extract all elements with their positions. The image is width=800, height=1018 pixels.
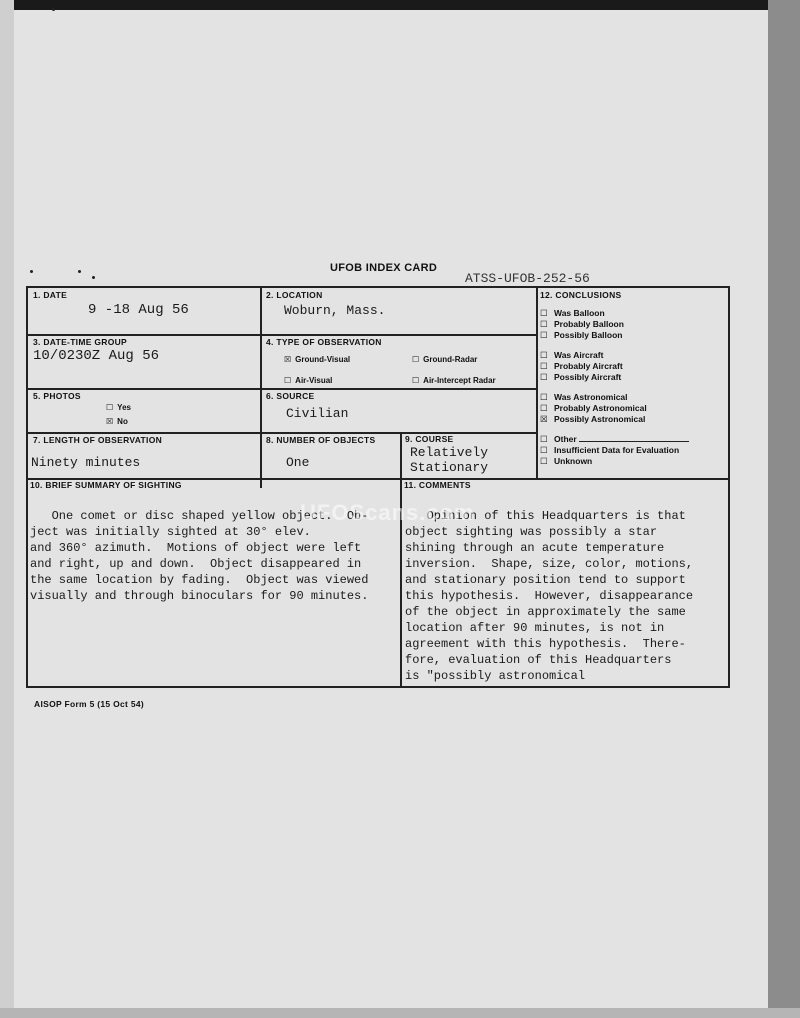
air-visual-option [284, 376, 332, 385]
conclusion-item [540, 414, 645, 425]
air-visual-text: Air-Visual [295, 376, 333, 385]
ground-radar-text: Ground-Radar [423, 355, 478, 364]
conclusion-item [540, 392, 628, 403]
observation-type-label: 4. TYPE OF OBSERVATION [266, 337, 382, 347]
dtg-value: 10/0230Z Aug 56 [33, 348, 160, 364]
ground-visual-text: Ground-Visual [295, 355, 351, 364]
comment-line: inversion. Shape, size, color, motions, [405, 557, 694, 571]
conclusion-checkbox[interactable]: ☒ [540, 414, 548, 424]
conclusion-checkbox[interactable]: ☐ [540, 308, 548, 318]
conclusion-text: Was Balloon [554, 308, 605, 318]
scan-right-edge [768, 0, 800, 1018]
conclusion-item [540, 372, 621, 383]
card-title: UFOB INDEX CARD [330, 262, 438, 274]
conclusion-item [540, 361, 623, 372]
conclusion-text: Possibly Balloon [554, 330, 623, 340]
comment-line: Opinion of this Headquarters is that [405, 509, 686, 523]
photos-label: 5. PHOTOS [33, 391, 81, 401]
scan-speck [52, 8, 55, 11]
ground-radar-checkbox[interactable]: ☐ [412, 355, 420, 364]
location-label: 2. LOCATION [266, 290, 323, 300]
comment-line: fore, evaluation of this Headquarters [405, 653, 672, 667]
air-intercept-radar-text: Air-Intercept Radar [423, 376, 496, 385]
ground-radar-option [412, 355, 477, 364]
conclusion-text: Other [554, 434, 577, 444]
summary-label: 10. BRIEF SUMMARY OF SIGHTING [30, 480, 182, 490]
scan-speck [78, 270, 81, 273]
date-label: 1. DATE [33, 290, 68, 300]
air-visual-checkbox[interactable]: ☐ [284, 376, 292, 385]
comment-line: this hypothesis. However, disappearance [405, 589, 694, 603]
conclusion-checkbox[interactable]: ☐ [540, 330, 548, 340]
conclusion-item [540, 434, 689, 445]
conclusion-item [540, 330, 623, 341]
conclusion-text: Was Astronomical [554, 392, 628, 402]
summary-line: the same location by fading. Object was viewed [30, 573, 369, 587]
conclusion-item [540, 456, 592, 467]
card-id: ATSS-UFOB-252-56 [465, 271, 590, 286]
conclusion-text: Possibly Astronomical [554, 414, 646, 424]
grid-line [536, 288, 538, 478]
ground-visual-option [284, 355, 350, 364]
conclusion-text: Probably Balloon [554, 319, 624, 329]
summary-line: and 360° azimuth. Motions of object were left [30, 541, 362, 555]
summary-line: and right, up and down. Object disappeared in [30, 557, 362, 571]
date-value: 9 -18 Aug 56 [88, 302, 189, 318]
length-label: 7. LENGTH OF OBSERVATION [33, 435, 163, 445]
comment-line: location after 90 minutes, is not in [405, 621, 665, 635]
comment-line: of the object in approximately the same [405, 605, 686, 619]
num-objects-label: 8. NUMBER OF OBJECTS [266, 435, 376, 445]
grid-line [28, 334, 538, 336]
conclusion-item [540, 403, 647, 414]
conclusion-text: Insufficient Data for Evaluation [554, 445, 680, 455]
conclusion-text: Probably Astronomical [554, 403, 647, 413]
photos-no-checkbox[interactable]: ☒ [106, 417, 114, 426]
scan-bottom-edge [0, 1008, 800, 1018]
photos-yes-option [106, 403, 131, 412]
form-number: AISOP Form 5 (15 Oct 54) [34, 699, 145, 709]
num-objects-value: One [286, 455, 310, 470]
ground-visual-checkbox[interactable]: ☒ [284, 355, 292, 364]
comment-line: shining through an acute temperature [405, 541, 665, 555]
conclusion-text: Was Aircraft [554, 350, 604, 360]
conclusion-text: Unknown [554, 456, 593, 466]
other-blank-line [579, 441, 689, 442]
course-line2: Stationary [410, 460, 489, 475]
photos-no-text: No [117, 417, 128, 426]
photos-yes-checkbox[interactable]: ☐ [106, 403, 114, 412]
source-value: Civilian [286, 406, 349, 421]
comment-line: agreement with this hypothesis. There- [405, 637, 686, 651]
conclusion-checkbox[interactable]: ☐ [540, 392, 548, 402]
grid-line [28, 388, 538, 390]
air-intercept-radar-checkbox[interactable]: ☐ [412, 376, 420, 385]
course-label: 9. COURSE [405, 434, 454, 444]
source-label: 6. SOURCE [266, 391, 315, 401]
watermark: UFOScans.com [300, 500, 475, 525]
summary-line: visually and through binoculars for 90 minutes. [30, 589, 369, 603]
summary-line: One comet or disc shaped yellow object. Ob- [30, 509, 369, 523]
grid-line [400, 432, 402, 686]
conclusion-checkbox[interactable]: ☐ [540, 361, 548, 371]
air-intercept-radar-option [412, 376, 496, 385]
conclusion-text: Possibly Aircraft [554, 372, 622, 382]
conclusion-checkbox[interactable]: ☐ [540, 350, 548, 360]
photos-no-option [106, 417, 128, 426]
conclusion-text: Probably Aircraft [554, 361, 623, 371]
conclusion-checkbox[interactable]: ☐ [540, 445, 548, 455]
grid-line [28, 432, 538, 434]
conclusion-item [540, 308, 605, 319]
comment-line: and stationary position tend to support [405, 573, 686, 587]
length-value: Ninety minutes [31, 455, 141, 470]
conclusion-checkbox[interactable]: ☐ [540, 372, 548, 382]
conclusion-checkbox[interactable]: ☐ [540, 403, 548, 413]
comments-label: 11. COMMENTS [404, 480, 471, 490]
scan-top-edge [14, 0, 800, 10]
conclusion-checkbox[interactable]: ☐ [540, 456, 548, 466]
scan-speck [92, 276, 95, 279]
comment-line: object sighting was possibly a star [405, 525, 658, 539]
conclusion-item [540, 319, 624, 330]
summary-line: ject was initially sighted at 30° elev. [30, 525, 311, 539]
course-line1: Relatively [410, 445, 489, 460]
photos-yes-text: Yes [117, 403, 131, 412]
conclusion-item [540, 350, 603, 361]
conclusion-checkbox[interactable]: ☐ [540, 319, 548, 329]
comment-line: is "possibly astronomical [405, 669, 586, 683]
conclusion-item [540, 445, 679, 456]
conclusion-checkbox[interactable]: ☐ [540, 434, 548, 444]
conclusions-label: 12. CONCLUSIONS [540, 290, 622, 300]
dtg-label: 3. DATE-TIME GROUP [33, 337, 128, 347]
location-value: Woburn, Mass. [284, 303, 386, 318]
scan-speck [30, 270, 33, 273]
